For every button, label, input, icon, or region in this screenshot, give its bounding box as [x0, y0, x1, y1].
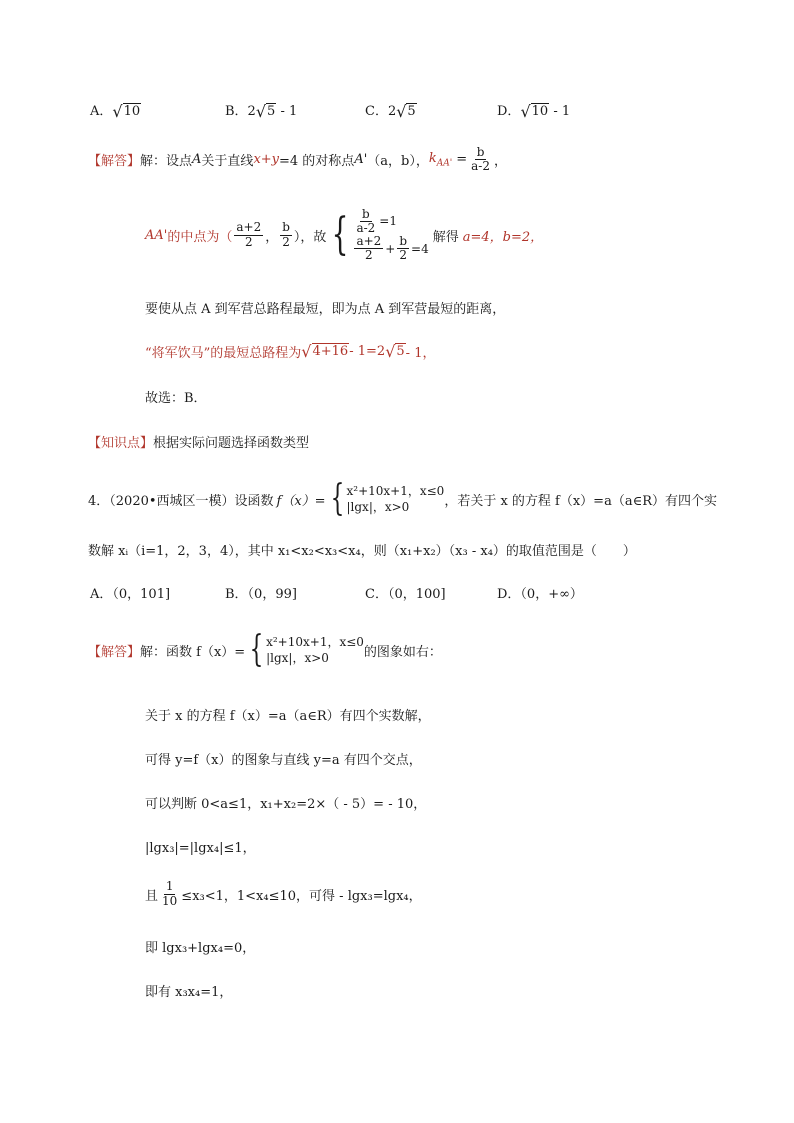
solution4-line4: 可以判断 0<a≤1，x₁+x₂=2×（ - 5）= - 10，	[145, 797, 427, 812]
solution4-lead: 解：函数 f（x）=	[140, 644, 246, 660]
midpoint-close: ），故	[293, 229, 327, 245]
row2-den1: 2	[365, 248, 373, 263]
left-brace: {	[249, 629, 264, 670]
row1-den: a-2	[356, 220, 376, 235]
piecewise-rows	[266, 634, 364, 666]
sqrt-5: √ 5	[385, 341, 405, 361]
q4-after: ，若关于 x 的方程 f（x）=a（a∈R）有四个实	[444, 493, 717, 509]
q4-lead: 4．（2020•西城区一模）设函数	[88, 493, 274, 509]
piecewise-case-1: x²+10x+1，x≤0	[266, 634, 364, 649]
option-a-radicand: 10	[123, 104, 141, 120]
solution4-line3: 可得 y=f（x）的图象与直线 y=a 有四个交点，	[145, 753, 422, 768]
solution4-line2: 关于 x 的方程 f（x）=a（a∈R）有四个实数解，	[145, 709, 431, 724]
one-tenth-den: 10	[162, 893, 178, 908]
knowledge-point	[88, 432, 309, 451]
option-d	[497, 100, 570, 120]
shortest-path-mid: - 1=2	[349, 344, 386, 359]
option-c	[365, 100, 417, 120]
piecewise-case-1: x²+10x+1，x≤0	[346, 483, 445, 498]
option-a-label: A．	[90, 104, 113, 119]
knowledge-tag: 【知识点】	[88, 436, 154, 451]
piecewise-case-2: |lgx|，x>0	[266, 651, 329, 665]
row2-den2: 2	[399, 248, 407, 263]
sqrt-5-radicand: 5	[396, 344, 405, 360]
q4-fx: f（x）=	[276, 493, 326, 509]
shortest-path-lead: “将军饮马”的最短总路程为	[145, 346, 302, 361]
slope-k-letter: k	[428, 150, 437, 166]
sqrt-5: √ 5	[396, 101, 416, 121]
solution3-line1	[88, 146, 507, 173]
row2-fraction-1	[354, 235, 383, 262]
solution3-conclusion: 故选：B．	[145, 391, 207, 406]
solution4-line8: 即有 x₃x₄=1，	[145, 985, 233, 1000]
result-b: b=2，	[502, 229, 544, 245]
row1-num: b	[362, 206, 370, 221]
result-a: a=4，	[462, 229, 503, 245]
midpoint-x-fraction	[234, 221, 263, 248]
equation-system	[326, 208, 428, 263]
comma: ，	[493, 154, 507, 170]
solution3-mid: 关于直线	[201, 154, 254, 170]
option-c-radicand: 5	[407, 104, 416, 120]
slope-fraction	[469, 146, 492, 173]
line-equation: x+y	[253, 152, 280, 168]
point-coords: （a，b），	[367, 154, 429, 170]
solution3-lead: 解：设点	[140, 154, 193, 170]
equation-row-1	[352, 208, 428, 235]
row2-fraction-2	[397, 235, 409, 262]
sqrt-10: √ 10	[520, 101, 549, 121]
midpoint-lead: 的中点为（	[167, 229, 233, 245]
midpoint-y-num: b	[282, 220, 290, 235]
comma: ，	[265, 229, 279, 245]
option-d-tail: - 1	[549, 104, 571, 119]
one-tenth-num: 1	[165, 879, 174, 894]
segment-aa: AA'	[145, 227, 168, 243]
line6-lead: 且	[145, 888, 159, 904]
graph-note: 的图象如右：	[363, 644, 442, 660]
option-c-label: C．2	[365, 104, 397, 119]
piecewise-function	[245, 629, 364, 670]
midpoint-y-fraction	[280, 221, 292, 248]
knowledge-text: 根据实际问题选择函数类型	[153, 436, 310, 451]
equals-sign: =	[456, 152, 468, 168]
q4-option-b: B．（0，99]	[225, 587, 297, 602]
row1-rhs: =1	[379, 214, 397, 229]
sqrt-4-16-radicand: 4+16	[312, 344, 349, 360]
answer-tag: 【解答】	[88, 154, 141, 170]
result-lead: 解得	[432, 229, 459, 245]
midpoint-x-num: a+2	[236, 220, 262, 235]
q4-option-d: D．（0，+∞）	[497, 587, 583, 602]
equation-rows	[352, 208, 428, 263]
piecewise-function	[326, 478, 445, 519]
shortest-path-tail: - 1，	[405, 346, 436, 361]
left-brace: {	[330, 478, 344, 519]
q4-option-c: C．（0，100]	[365, 587, 446, 602]
slope-k-subscript: AA'	[436, 158, 453, 169]
piecewise-case-2: |lgx|，x>0	[346, 500, 410, 514]
solution4-line7: 即 lgx₃+lgx₄=0，	[145, 941, 256, 956]
one-tenth-fraction	[160, 880, 179, 907]
row2-num1: a+2	[356, 234, 382, 248]
slope-fraction-num: b	[476, 145, 485, 159]
slope-k	[429, 151, 452, 169]
solution4-line1	[88, 628, 442, 672]
question4-line1	[88, 475, 717, 523]
q4-option-a: A．（0，101]	[90, 587, 171, 602]
solution3-line3: 要使从点 A 到军营总路程最短，即为点 A 到军营最短的距离，	[145, 302, 506, 317]
plus-sign: +	[385, 241, 396, 256]
point-a: A	[192, 152, 202, 168]
solution4-line6	[145, 876, 422, 912]
row2-rhs: =4	[411, 241, 429, 256]
line6-tail: ≤x₃<1，1<x₄≤10，可得 - lgx₃=lgx₄，	[181, 888, 422, 904]
question4-line2: 数解 xᵢ（i=1，2，3，4），其中 x₁<x₂<x₃<x₄，则（x₁+x₂）（x₃ - x₄）的取值范围是（ ）	[88, 544, 636, 559]
row1-fraction	[354, 208, 377, 235]
option-b-tail: - 1	[276, 104, 298, 119]
solution4-line5: |lgx₃|=|lgx₄|≤1，	[145, 841, 256, 856]
option-b-radicand: 5	[267, 104, 276, 120]
answer-tag: 【解答】	[88, 644, 141, 660]
row2-num2: b	[399, 234, 408, 248]
solution3-line2	[145, 200, 543, 270]
option-d-label: D．	[497, 104, 521, 119]
solution3-line4	[145, 342, 435, 361]
piecewise-rows	[346, 483, 444, 515]
sqrt-4-16: √ 4+16	[301, 341, 349, 361]
left-brace: {	[332, 209, 349, 260]
option-b	[225, 100, 297, 120]
option-b-label: B．2	[225, 104, 256, 119]
point-a-prime: A'	[354, 152, 368, 168]
slope-fraction-den: a-2	[471, 159, 490, 174]
option-d-radicand: 10	[531, 104, 549, 120]
line-equation-tail: =4 的对称点	[279, 154, 355, 170]
equation-row-2	[352, 235, 428, 262]
midpoint-y-den: 2	[282, 234, 290, 249]
sqrt-10: √ 10	[112, 101, 141, 121]
sqrt-5: √ 5	[255, 101, 276, 121]
option-a	[90, 100, 141, 120]
midpoint-x-den: 2	[244, 234, 253, 249]
